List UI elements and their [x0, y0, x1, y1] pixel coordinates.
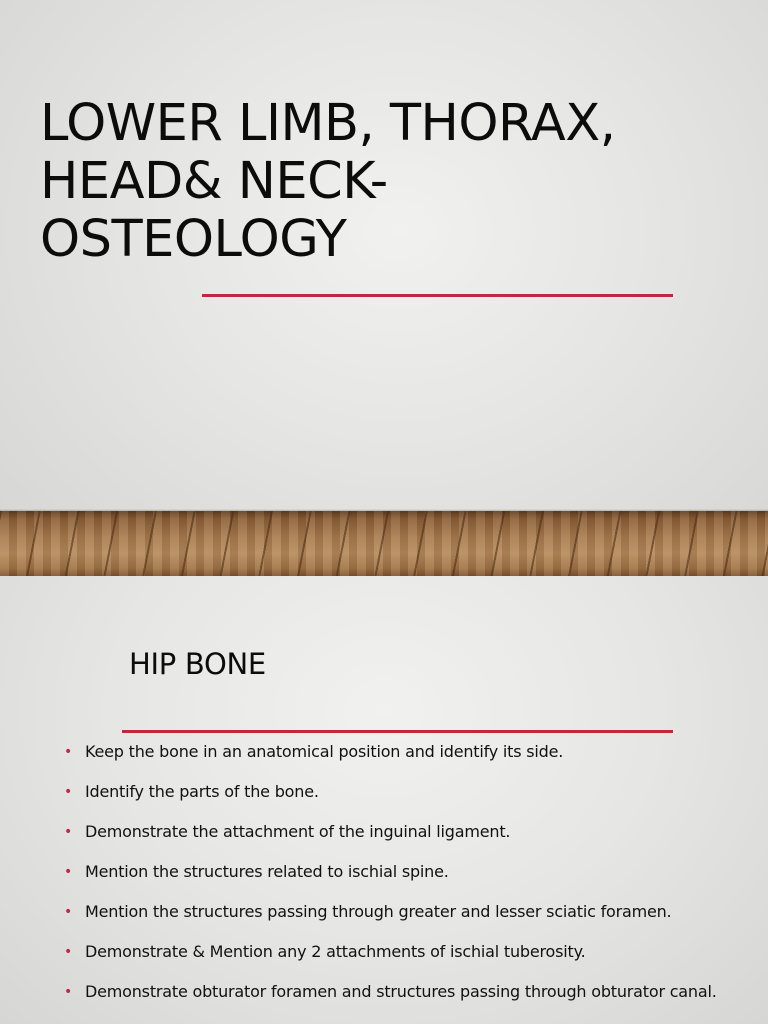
bullet-dot-icon: • [64, 824, 73, 840]
list-item [64, 738, 724, 766]
list-item-text: Keep the bone in an anatomical position and identify its side. [85, 742, 564, 761]
list-item [64, 858, 724, 886]
list-item [64, 778, 724, 806]
bullet-dot-icon: • [64, 944, 73, 960]
list-item-text: Identify the parts of the bone. [85, 782, 319, 801]
bullet-dot-icon: • [64, 784, 73, 800]
list-item-text: Demonstrate & Mention any 2 attachments of ischial tuberosity. [85, 942, 586, 961]
list-item [64, 978, 724, 1006]
title-underline [202, 294, 673, 297]
bullet-list [64, 738, 724, 1018]
list-item [64, 818, 724, 846]
list-item [64, 938, 724, 966]
list-item [64, 898, 724, 926]
title-underline [122, 730, 673, 733]
list-item-text: Demonstrate the attachment of the inguinal ligament. [85, 822, 511, 841]
bullet-dot-icon: • [64, 864, 73, 880]
bullet-dot-icon: • [64, 744, 73, 760]
list-item-text: Mention the structures passing through greater and lesser sciatic foramen. [85, 902, 672, 921]
hip-bone-slide [0, 576, 768, 1024]
slide-title: LOWER LIMB, THORAX, HEAD& NECK- OSTEOLOGY [40, 94, 616, 269]
slide-title: HIP BONE [129, 647, 266, 681]
list-item-text: Mention the structures related to ischial spine. [85, 862, 449, 881]
bullet-dot-icon: • [64, 904, 73, 920]
list-item-text: Demonstrate obturator foramen and structures passing through obturator canal. [85, 982, 717, 1001]
wood-floor-decoration [0, 511, 768, 576]
bullet-dot-icon: • [64, 984, 73, 1000]
